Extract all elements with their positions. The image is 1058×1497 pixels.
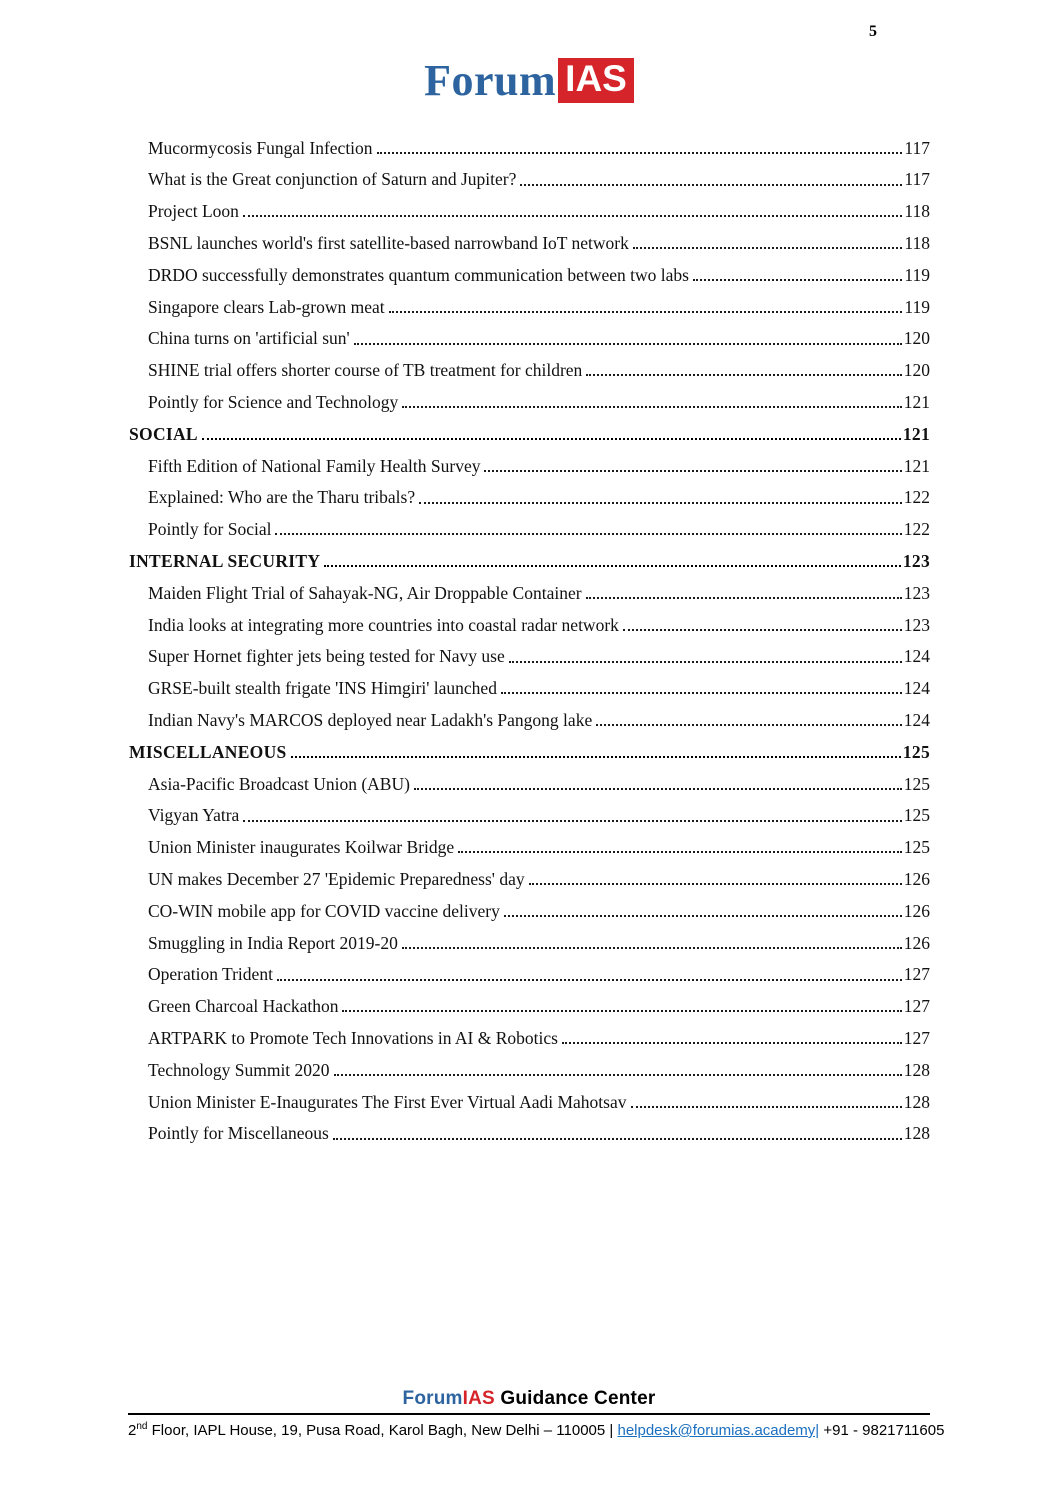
toc-entry-label: BSNL launches world's first satellite-based narrowband IoT network [148,233,629,254]
page-footer [128,1388,945,1439]
toc-entry[interactable] [129,412,930,444]
toc-entry-page: 123 [903,614,930,635]
footer-brand-ias: IAS [462,1388,495,1409]
toc-entry-label: Singapore clears Lab-grown meat [148,296,385,317]
toc-entry-label: Super Hornet fighter jets being tested for Navy use [148,646,505,667]
toc-leader-dots [291,756,901,758]
toc-leader-dots [504,915,902,917]
footer-address-ordinal: nd [136,1421,148,1432]
toc-entry-page: 128 [903,1123,930,1144]
toc-leader-dots [402,947,902,949]
toc-entry[interactable] [129,571,930,603]
toc-entry[interactable] [129,221,930,253]
toc-entry-label: Smuggling in India Report 2019-20 [148,932,398,953]
toc-leader-dots [342,1010,901,1012]
toc-entry-page: 126 [903,932,930,953]
toc-entry-label: Explained: Who are the Tharu tribals? [148,487,416,508]
toc-entry-label: Operation Trident [148,964,273,985]
toc-leader-dots [324,565,901,567]
toc-entry[interactable] [129,1080,930,1112]
toc-leader-dots [377,152,903,154]
toc-entry[interactable] [129,1016,930,1048]
toc-entry[interactable] [129,698,930,730]
toc-entry-label: DRDO successfully demonstrates quantum communication between two labs [148,264,689,285]
toc-leader-dots [484,470,901,472]
toc-list [129,126,930,1144]
toc-entry-label: Mucormycosis Fungal Infection [148,137,373,158]
footer-address-tail: +91 - 9821711605 [819,1422,945,1439]
toc-entry-page: 124 [903,646,930,667]
toc-entry[interactable] [129,476,930,508]
toc-entry-page: 122 [903,519,930,540]
toc-entry[interactable] [129,794,930,826]
toc-entry-label: Maiden Flight Trial of Sahayak-NG, Air Droppable Container [148,582,582,603]
toc-entry[interactable] [129,380,930,412]
toc-entry[interactable] [129,1112,930,1144]
footer-brand [128,1388,930,1410]
toc-entry[interactable] [129,953,930,985]
toc-entry[interactable] [129,985,930,1017]
toc-entry[interactable] [129,158,930,190]
toc-leader-dots [333,1138,902,1140]
toc-entry-page: 128 [903,1059,930,1080]
page-header [0,55,1058,106]
toc-entry[interactable] [129,603,930,635]
toc-entry-page: 125 [903,805,930,826]
toc-leader-dots [458,851,902,853]
toc-entry-label: ARTPARK to Promote Tech Innovations in AI & Robotics [148,1027,558,1048]
helpdesk-email-link[interactable]: helpdesk@forumias.academy| [617,1422,820,1439]
toc-entry-page: 124 [903,678,930,699]
toc-entry-label: Pointly for Social [148,519,272,540]
toc-entry-label: INTERNAL SECURITY [129,551,321,572]
toc-entry-label: Project Loon [148,201,239,222]
footer-divider [128,1413,930,1415]
logo-ias-badge: IAS [558,58,634,103]
footer-brand-forum: Forum [402,1388,463,1409]
toc-entry[interactable] [129,285,930,317]
toc-leader-dots [501,692,902,694]
toc-entry-page: 123 [902,551,930,572]
toc-entry-page: 119 [904,264,930,285]
toc-entry[interactable] [129,190,930,222]
toc-leader-dots [277,979,902,981]
toc-entry-page: 117 [904,169,930,190]
toc-entry[interactable] [129,444,930,476]
toc-entry[interactable] [129,857,930,889]
toc-entry-page: 126 [903,900,930,921]
page-number: 5 [869,23,877,40]
toc-entry-label: What is the Great conjunction of Saturn and Jupiter? [148,169,517,190]
toc-entry[interactable] [129,635,930,667]
toc-entry-page: 118 [904,201,930,222]
toc-entry[interactable] [129,253,930,285]
toc-entry-page: 127 [903,964,930,985]
toc-entry-label: Union Minister inaugurates Koilwar Bridge [148,837,455,858]
footer-address [128,1421,945,1439]
toc-entry-page: 125 [903,837,930,858]
toc-entry[interactable] [129,921,930,953]
toc-leader-dots [586,374,901,376]
toc-leader-dots [354,343,902,345]
toc-entry-page: 126 [903,869,930,889]
toc-entry[interactable] [129,889,930,921]
toc-entry-page: 119 [904,296,930,317]
toc-entry[interactable] [129,730,930,762]
forumias-logo [424,55,634,106]
toc-leader-dots [243,820,901,822]
toc-entry-label: Indian Navy's MARCOS deployed near Ladakh's Pangong lake [148,710,593,731]
toc-entry-page: 118 [904,233,930,254]
toc-entry-page: 122 [903,487,930,508]
toc-entry-label: UN makes December 27 'Epidemic Preparedness' day [148,869,525,889]
toc-entry[interactable] [129,508,930,540]
toc-leader-dots [419,502,902,504]
toc-entry-page: 120 [903,328,930,349]
toc-leader-dots [562,1042,902,1044]
toc-entry-label: GRSE-built stealth frigate 'INS Himgiri' launched [148,678,497,699]
toc-entry-page: 127 [903,1027,930,1048]
toc-leader-dots [529,883,902,885]
toc-entry[interactable] [129,317,930,349]
toc-leader-dots [596,724,902,726]
toc-leader-dots [275,533,901,535]
toc-entry-label: Union Minister E-Inaugurates The First Ever Virtual Aadi Mahotsav [148,1091,627,1112]
toc-entry[interactable] [129,349,930,381]
toc-leader-dots [631,1106,902,1108]
toc-entry[interactable] [129,539,930,571]
toc-entry-label: India looks at integrating more countries into coastal radar network [148,614,619,635]
toc-leader-dots [623,629,902,631]
toc-entry-label: Asia-Pacific Broadcast Union (ABU) [148,773,410,794]
toc-entry[interactable] [129,826,930,858]
toc-entry[interactable] [129,126,930,158]
toc-entry-label: SOCIAL [129,423,198,444]
toc-entry-page: 121 [902,423,930,444]
toc-entry-label: SHINE trial offers shorter course of TB treatment for children [148,360,583,381]
toc-entry-label: Fifth Edition of National Family Health Survey [148,455,481,476]
toc-entry-page: 128 [903,1091,930,1112]
toc-entry-page: 125 [902,741,930,762]
toc-entry-page: 120 [903,360,930,381]
toc-entry[interactable] [129,762,930,794]
toc-entry-label: China turns on 'artificial sun' [148,328,350,349]
toc-leader-dots [509,661,902,663]
toc-leader-dots [414,788,902,790]
toc-entry-page: 117 [904,137,930,158]
toc-entry-label: Technology Summit 2020 [148,1059,330,1080]
logo-forum-text: Forum [424,56,557,105]
toc-entry-label: CO-WIN mobile app for COVID vaccine delivery [148,900,500,921]
toc-entry[interactable] [129,667,930,699]
toc-leader-dots [693,279,902,281]
toc-entry-page: 125 [903,773,930,794]
toc-entry-label: MISCELLANEOUS [129,741,287,762]
toc-entry-label: Pointly for Miscellaneous [148,1123,329,1144]
toc-leader-dots [633,247,903,249]
toc-leader-dots [402,406,902,408]
toc-entry-page: 121 [903,392,930,413]
toc-leader-dots [334,1074,902,1076]
footer-address-num: 2 [128,1422,137,1439]
toc-leader-dots [520,184,902,186]
toc-entry-label: Vigyan Yatra [148,805,240,826]
toc-entry-page: 127 [903,996,930,1017]
footer-address-mid: Floor, IAPL House, 19, Pusa Road, Karol Bagh, New Delhi – 110005 | [147,1422,618,1439]
toc-leader-dots [202,438,901,440]
toc-entry-page: 123 [903,582,930,603]
toc-leader-dots [243,215,903,217]
toc-leader-dots [586,597,902,599]
toc-leader-dots [389,311,903,313]
footer-brand-rest: Guidance Center [494,1388,656,1409]
toc-entry[interactable] [129,1048,930,1080]
toc-entry-label: Pointly for Science and Technology [148,392,399,413]
toc-entry-page: 121 [903,455,930,476]
toc-entry-page: 124 [903,710,930,731]
toc-entry-label: Green Charcoal Hackathon [148,996,339,1017]
